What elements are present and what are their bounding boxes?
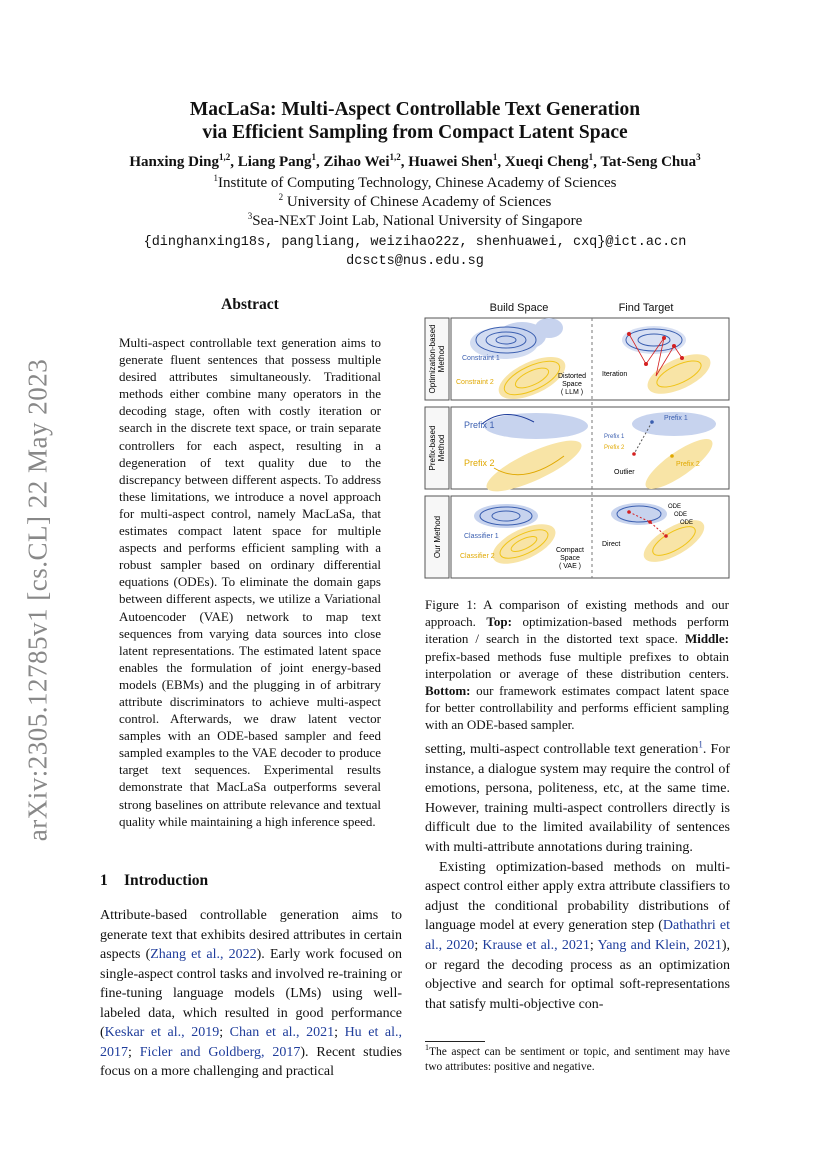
- svg-text:Constraint 1: Constraint 1: [462, 355, 500, 362]
- affiliation-1: $^1$Institute of Computing Technology, Chinese Academy of Sciences: [213, 173, 617, 191]
- svg-text:Space: Space: [562, 381, 582, 388]
- citation-link[interactable]: Keskar et al., 2019: [104, 1025, 220, 1040]
- citation-link[interactable]: Hu et al., 2017: [100, 1025, 402, 1060]
- arxiv-sidebar: [18, 340, 58, 860]
- title-line-2: via Efficient Sampling from Compact Latent Space: [202, 122, 628, 143]
- row-label-prefix: [425, 407, 449, 489]
- col-label-build-space: Build Space: [489, 302, 549, 314]
- author: Tat-Seng Chua$^3$: [600, 152, 701, 170]
- citation-link[interactable]: Dathathri et al., 2020: [425, 918, 730, 953]
- abstract-text: Multi-aspect controllable text generation aims to generate fluent sentences that possess multiple desired attributes simultaneously. Traditional methods either combine many operators in the decoding stage, often with costly iteration or search in the discrete text space, or train separate controllers for each aspect, resulting in a degeneration of text quality due to the discrepancy between different aspects. To address these limitations, we introduce a novel approach for multi-aspect control, namely MacLaSa, that estimates compact latent space for multiple aspects and performs efficient sampling with a robust sampler based on ordinary differential equations (ODEs). To eliminate the domain gaps between different aspects, we utilize a Variational Autoencoder (VAE) network to map text sequences from varying data sources into close latent representations. The estimated latent space enables the formulation of joint energy-based models (EBMs) and the plugging in of arbitrary attribute discriminators to achieve multi-aspect control. Afterwards, we draw latent vector samples with an ODE-based sampler and feed sampled examples to the VAE decoder to produce target text sequences. Experimental results demonstrate that MacLaSa outperforms several strong baselines on attribute relevance and textual quality while maintaining a high inference speed.: [119, 335, 381, 829]
- svg-text:Direct: Direct: [602, 541, 621, 548]
- svg-text:Prefix 2: Prefix 2: [604, 445, 625, 451]
- body-paragraph: Existing optimization-based methods on multi-aspect control either apply extra attribute classifiers to adjust the conditional probability distributions of language model at every generation step (Dathathri et al., 2020; Krause et al., 2021; Yang and Klein, 2021), or regard the decoding process as an optimization objective and search for optimal soft-representations that satisfy multi-objective con-: [425, 859, 731, 1012]
- footnote-divider: [425, 1041, 485, 1042]
- affiliation-3: $^3$Sea-NExT Joint Lab, National University of Singapore: [247, 211, 583, 229]
- svg-text:Constraint 2: Constraint 2: [456, 379, 494, 386]
- intro-paragraph: Attribute-based controllable generation aims to generate text that exhibits desired attributes in certain aspects (Zhang et al., 2022). Early work focused on single-aspect control tasks and involved re-training or fine-tuning language models (LMs) using well-labeled data, which resulted in good performance (Keskar et al., 2019; Chan et al., 2021; Hu et al., 2017; Ficler and Goldberg, 2017). Recent studies focus on a more challenging and practical: [100, 908, 403, 1079]
- svg-text:Compact: Compact: [555, 547, 585, 554]
- svg-text:Space: Space: [560, 555, 580, 562]
- author: Liang Pang$^1$,: [237, 152, 324, 170]
- row-label-optimization: [425, 318, 449, 400]
- email-line-2: dcscts@nus.edu.sg: [346, 254, 484, 269]
- svg-text:Prefix 2: Prefix 2: [676, 461, 700, 468]
- svg-text:ODE: ODE: [674, 512, 688, 518]
- svg-text:Optimization-based: Optimization-based: [428, 324, 437, 394]
- footnote-ref[interactable]: 1: [698, 739, 703, 750]
- svg-text:Prefix 2: Prefix 2: [464, 458, 495, 468]
- author: Huawei Shen$^1$,: [408, 152, 505, 170]
- svg-text:Prefix 1: Prefix 1: [664, 415, 688, 422]
- citation-link[interactable]: Krause et al., 2021: [482, 937, 590, 953]
- paper-title: [100, 98, 730, 144]
- citation-link[interactable]: Zhang et al., 2022: [150, 947, 257, 962]
- citation-link[interactable]: Yang and Klein, 2021: [597, 937, 722, 953]
- body-paragraph: setting, multi-aspect controllable text generation$^1$. For instance, a dialogue system may require the control of emotions, persona, politeness, etc, at the same time. However, training multi-aspect controllers directly is difficult due to the limited availability of sentences with multi-attribute annotations during training.: [425, 739, 730, 855]
- author: Hanxing Ding$^{1,2}$,: [129, 152, 238, 170]
- arxiv-id: arXiv:2305.12785v1 [cs.CL] 22 May 2023: [22, 358, 53, 842]
- svg-text:( VAE ): ( VAE ): [558, 563, 582, 570]
- author: Xueqi Cheng$^1$,: [504, 152, 601, 170]
- author-list: [60, 154, 770, 171]
- svg-text:ODE: ODE: [680, 520, 694, 526]
- svg-text:ODE: ODE: [668, 504, 682, 510]
- svg-text:Classifier 1: Classifier 1: [464, 533, 499, 540]
- svg-text:Distorted: Distorted: [557, 373, 587, 380]
- affiliation-2: $^2$ University of Chinese Academy of Sciences: [278, 192, 552, 210]
- col-label-find-target: Find Target: [618, 302, 674, 314]
- svg-text:( LLM ): ( LLM ): [560, 389, 584, 396]
- svg-text:Our Method: Our Method: [433, 515, 442, 559]
- svg-text:Prefix-based: Prefix-based: [428, 425, 437, 471]
- footnote: $^1$The aspect can be sentiment or topic, and sentiment may have two attributes: positive and negative.: [425, 1043, 730, 1073]
- email-line-1: {dinghanxing18s, pangliang, weizihao22z, shenhuawei, cxq}@ict.ac.cn: [143, 235, 687, 250]
- svg-text:Outlier: Outlier: [614, 469, 635, 476]
- citation-link[interactable]: Chan et al., 2021: [229, 1025, 335, 1040]
- svg-text:Iteration: Iteration: [602, 371, 628, 378]
- title-line-1: MacLaSa: Multi-Aspect Controllable Text Generation: [189, 99, 641, 120]
- abstract-heading: Abstract: [221, 296, 279, 313]
- figure-1-caption: Figure 1: A comparison of existing methods and our approach. Top: optimization-based methods perform iteration / search in the distorted text space. Middle: prefix-based methods fuse multiple prefixes to obtain interpolation or average of these distribution centers. Bottom: our framework estimates compact latent space for better controllability and performs efficient sampling with an ODE-based sampler.: [425, 597, 729, 733]
- section-heading-introduction: 1 Introduction: [100, 872, 209, 889]
- svg-text:Method: Method: [437, 434, 446, 462]
- svg-text:Method: Method: [437, 345, 446, 373]
- svg-text:Prefix 1: Prefix 1: [604, 434, 625, 440]
- citation-link[interactable]: Ficler and Goldberg, 2017: [139, 1044, 301, 1060]
- row-label-ours: [425, 496, 449, 578]
- svg-text:Classifier 2: Classifier 2: [460, 553, 495, 560]
- figure-1-diagram: [424, 296, 730, 586]
- author: Zihao Wei$^{1,2}$,: [323, 152, 409, 170]
- svg-text:Prefix 1: Prefix 1: [464, 420, 495, 430]
- right-column-body: [425, 740, 730, 1014]
